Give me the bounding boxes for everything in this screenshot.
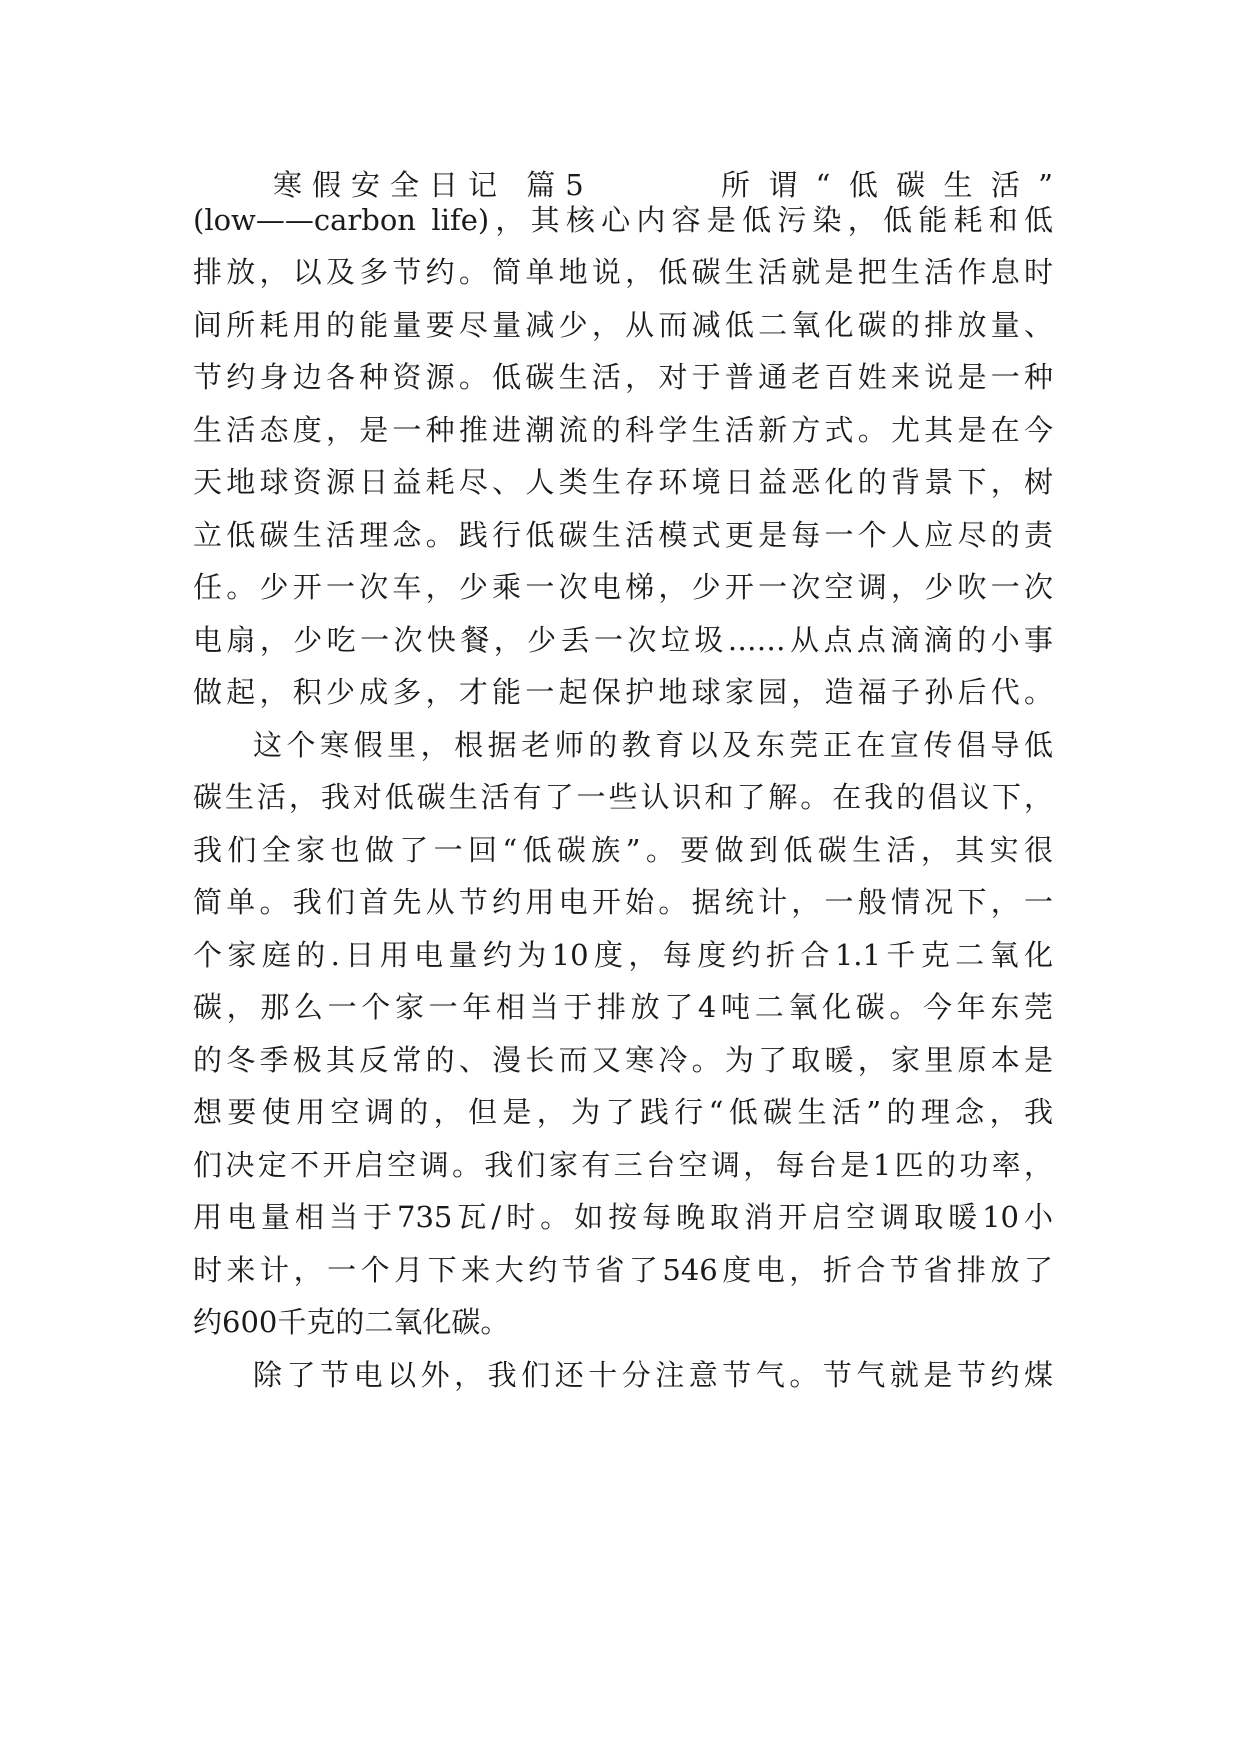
paragraph-1-line-11: 做起，积少成多，才能一起保护地球家园，造福子孙后代。 [193, 675, 1053, 709]
paragraph-1-line-1: 所谓“低碳生活” [721, 168, 1053, 202]
paragraph-2-line-5: 个家庭的.日用电量约为10度，每度约折合1.1千克二氧化 [193, 938, 1053, 972]
paragraph-2-line-1: 这个寒假里，根据老师的教育以及东莞正在宣传倡导低 [253, 728, 1053, 762]
paragraph-3-line-1: 除了节电以外，我们还十分注意节气。节气就是节约煤 [253, 1358, 1053, 1392]
paragraph-1-line-2: (low——carbon life)，其核心内容是低污染，低能耗和低 [193, 203, 1053, 237]
paragraph-1-line-5: 节约身边各种资源。低碳生活，对于普通老百姓来说是一种 [193, 360, 1053, 394]
paragraph-2-line-6: 碳，那么一个家一年相当于排放了4吨二氧化碳。今年东莞 [193, 990, 1053, 1024]
paragraph-1-line-10: 电扇，少吃一次快餐，少丢一次垃圾……从点点滴滴的小事 [193, 623, 1053, 657]
paragraph-2-line-12: 约600千克的二氧化碳。 [193, 1305, 510, 1339]
paragraph-2-line-10: 用电量相当于735瓦/时。如按每晚取消开启空调取暖10小 [193, 1200, 1053, 1234]
paragraph-1-line-8: 立低碳生活理念。践行低碳生活模式更是每一个人应尽的责 [193, 518, 1053, 552]
paragraph-1-line-3: 排放，以及多节约。简单地说，低碳生活就是把生活作息时 [193, 255, 1053, 289]
paragraph-2-line-9: 们决定不开启空调。我们家有三台空调，每台是1匹的功率， [193, 1148, 1053, 1182]
paragraph-1-line-9: 任。少开一次车，少乘一次电梯，少开一次空调，少吹一次 [193, 570, 1053, 604]
paragraph-2-line-7: 的冬季极其反常的、漫长而又寒冷。为了取暖，家里原本是 [193, 1043, 1053, 1077]
paragraph-2-line-4: 简单。我们首先从节约用电开始。据统计，一般情况下，一 [193, 885, 1053, 919]
paragraph-2-line-2: 碳生活，我对低碳生活有了一些认识和了解。在我的倡议下， [193, 780, 1053, 814]
paragraph-1-line-6: 生活态度，是一种推进潮流的科学生活新方式。尤其是在今 [193, 413, 1053, 447]
paragraph-2-line-11: 时来计，一个月下来大约节省了546度电，折合节省排放了 [193, 1253, 1053, 1287]
title-line [273, 165, 1053, 205]
paragraph-2-line-3: 我们全家也做了一回“低碳族”。要做到低碳生活，其实很 [193, 833, 1053, 867]
document-title: 寒假安全日记 篇5 [273, 168, 594, 202]
paragraph-1-line-7: 天地球资源日益耗尽、人类生存环境日益恶化的背景下，树 [193, 465, 1053, 499]
paragraph-2-line-8: 想要使用空调的，但是，为了践行“低碳生活”的理念，我 [193, 1095, 1053, 1129]
paragraph-1-line-4: 间所耗用的能量要尽量减少，从而减低二氧化碳的排放量、 [193, 308, 1053, 342]
